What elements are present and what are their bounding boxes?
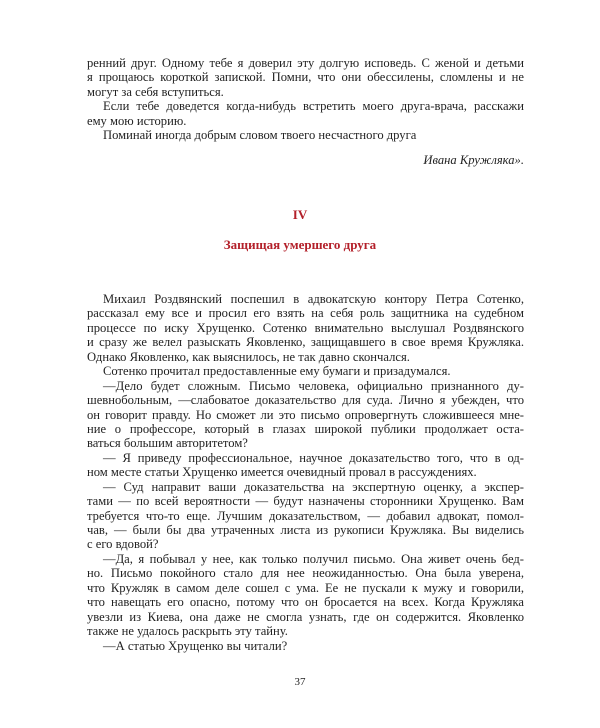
- paragraph: [87, 56, 524, 99]
- text-line: —Да, я побывал у нее, как только получил письмо. Она живет очень бед-: [103, 551, 524, 566]
- text-line: Поминай иногда добрым словом твоего несчастного друга: [103, 128, 417, 143]
- paragraph: [87, 364, 524, 378]
- text-line: с его вдовой?: [87, 537, 159, 552]
- text-line: шевнобольным, —слабоватое доказательство для суда. Лично я убежден, что: [87, 393, 524, 408]
- text-line: чав, — были бы два утраченных листа из рукописи Кружляка. Вы виделись: [87, 523, 524, 537]
- paragraph: [87, 128, 524, 142]
- body-text: [87, 292, 524, 653]
- letter-text: [87, 56, 524, 143]
- paragraph: [87, 639, 524, 653]
- text-line: ном месте статьи Хрущенко имеется очевидный провал в рассуждениях.: [87, 465, 477, 480]
- signature: Ивана Кружляка».: [423, 153, 524, 167]
- text-line: увезли из Киева, она даже не смогла узнать, где он содержится. Яковленко: [87, 609, 524, 624]
- text-line: Михаил Роздвянский поспешил в адвокатскую контору Петра Сотенко,: [103, 292, 524, 306]
- text-line: и сразу же велел разыскать Яковленко, защищавшего в свое время Кружляка.: [87, 335, 524, 350]
- paragraph: [87, 451, 524, 480]
- text-line: ему мою историю.: [87, 113, 187, 128]
- text-line: также не удалось раскрыть эту тайну.: [87, 624, 288, 639]
- text-line: требуется что-то еще. Лучшим доказательством, — добавил адвокат, помол-: [87, 508, 524, 523]
- text-line: тами — по всей вероятности — будут назначены сторонники Хрущенко. Вам: [87, 494, 524, 509]
- paragraph: [87, 292, 524, 364]
- text-line: рассказал ему все и просил его взять на себя роль защитника на судебном: [87, 306, 524, 321]
- chapter-title: Защищая умершего друга: [223, 237, 377, 252]
- chapter-number: IV: [292, 207, 308, 222]
- paragraph: [87, 552, 524, 639]
- text-line: процессе по иску Хрущенко. Сотенко внимательно выслушал Роздвянского: [87, 320, 524, 335]
- text-line: я прощаюсь короткой запиской. Помни, что они обессилены, сломлены и не: [87, 70, 524, 85]
- text-line: могут за себя вступиться.: [87, 84, 224, 99]
- text-line: что Кружляк в самом деле сошел с ума. Ее не пускали к мужу и говорили,: [87, 580, 524, 595]
- text-line: Однако Яковленко, как выяснилось, не так давно скончался.: [87, 349, 410, 364]
- text-line: Если тебе доведется когда-нибудь встретить моего друга-врача, расскажи: [103, 99, 524, 114]
- text-line: — Суд направит ваши доказательства на экспертную оценку, а экспер-: [103, 479, 524, 494]
- paragraph: [87, 480, 524, 552]
- text-line: — Я приведу профессиональное, научное доказательство того, что в од-: [103, 450, 524, 465]
- letter-signature: [87, 153, 524, 167]
- text-line: что навещать его опасно, потому что он бросается на всех. Когда Кружляка: [87, 595, 524, 610]
- paragraph: [87, 379, 524, 451]
- text-line: ние о профессоре, который в глазах широкой публики продолжает оста-: [87, 421, 524, 436]
- text-line: ваться большим авторитетом?: [87, 436, 248, 451]
- text-line: —А статью Хрущенко вы читали?: [103, 638, 288, 653]
- text-line: ренний друг. Одному тебе я доверил эту долгую исповедь. С женой и детьми: [87, 56, 524, 70]
- text-line: он говорит правду. Но сможет ли это письмо опровергнуть сложившееся мне-: [87, 407, 524, 422]
- paragraph: [87, 99, 524, 128]
- text-line: —Дело будет сложным. Письмо человека, официально признанного ду-: [103, 378, 524, 393]
- text-line: Сотенко прочитал предоставленные ему бумаги и призадумался.: [103, 364, 451, 379]
- text-line: но. Письмо покойного стало для нее неожиданностью. Она была уверена,: [87, 566, 524, 581]
- page-number: 37: [294, 676, 306, 688]
